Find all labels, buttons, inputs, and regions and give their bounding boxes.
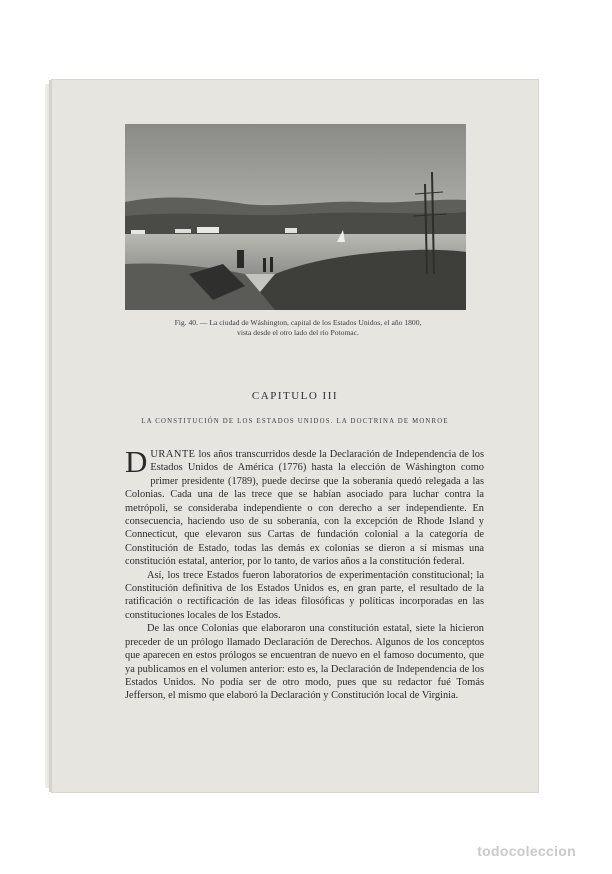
paragraph-1-text: los años transcurridos desde la Declaración de Independencia de los Estados Unidos de América (1776) hasta la elección de Wáshington como primer presidente (1789), puede decirse que la soberanía quedó relegada a las Colonias. Cada una de las trece que se habían asociado para luchar contra la metrópoli, se consideraba independiente o con derecho a ser independiente. En consecuencia, haciendo uso de su soberanía, con la excepción de Rhode Island y Connecticut, que elevaron sus Cartas de fundación colonial a la categoría de Constitución de Estado, todas las demás ex colonias se dieron a sí mismas una constitución estatal, anterior, por lo tanto, de varios años a la constitución federal.: [125, 449, 484, 568]
opening-word: URANTE: [150, 449, 196, 460]
paragraph-2: Así, los trece Estados fueron laboratorios de experimentación constitucional; la Constitución definitiva de los Estados Unidos es, en gran parte, el resultado de la ratificación o rectificación de las ideas filosóficas y políticas incorporadas en las constituciones locales de los Estados.: [125, 569, 484, 621]
caption-line-2: vista desde el otro lado del río Potomac.: [237, 328, 359, 337]
washington-1800-engraving: [125, 124, 466, 310]
drop-cap: D: [125, 444, 148, 479]
figure-caption: [118, 318, 478, 338]
chapter-title: CAPITULO III: [251, 390, 339, 402]
chapter-subtitle: LA CONSTITUCIÓN DE LOS ESTADOS UNIDOS. LA DOCTRINA DE MONROE: [141, 418, 449, 425]
paragraph-1: [125, 444, 484, 569]
engraving-illustration: [125, 124, 466, 310]
caption-line-1: Fig. 40. — La ciudad de Wáshington, capital de los Estados Unidos, el año 1800,: [174, 318, 422, 327]
body-text: [125, 444, 484, 703]
paragraph-3: De las once Colonias que elaboraron una constitución estatal, siete la hicieron preceder de un prólogo llamado Declaración de Derechos. Algunos de los conceptos que aparecen en estos prólogos se encuentran de nuevo en el famoso documento, que ya publicamos en el volumen anterior: esto es, la Declaración de Independencia de los Estados Unidos. No podía ser de otro modo, pues que su redactor fué Tomás Jefferson, el mismo que elaboró la Declaración y Constitución local de Virginia.: [125, 623, 484, 702]
watermark-logo: todocoleccion: [477, 843, 576, 859]
book-page: [52, 80, 538, 792]
